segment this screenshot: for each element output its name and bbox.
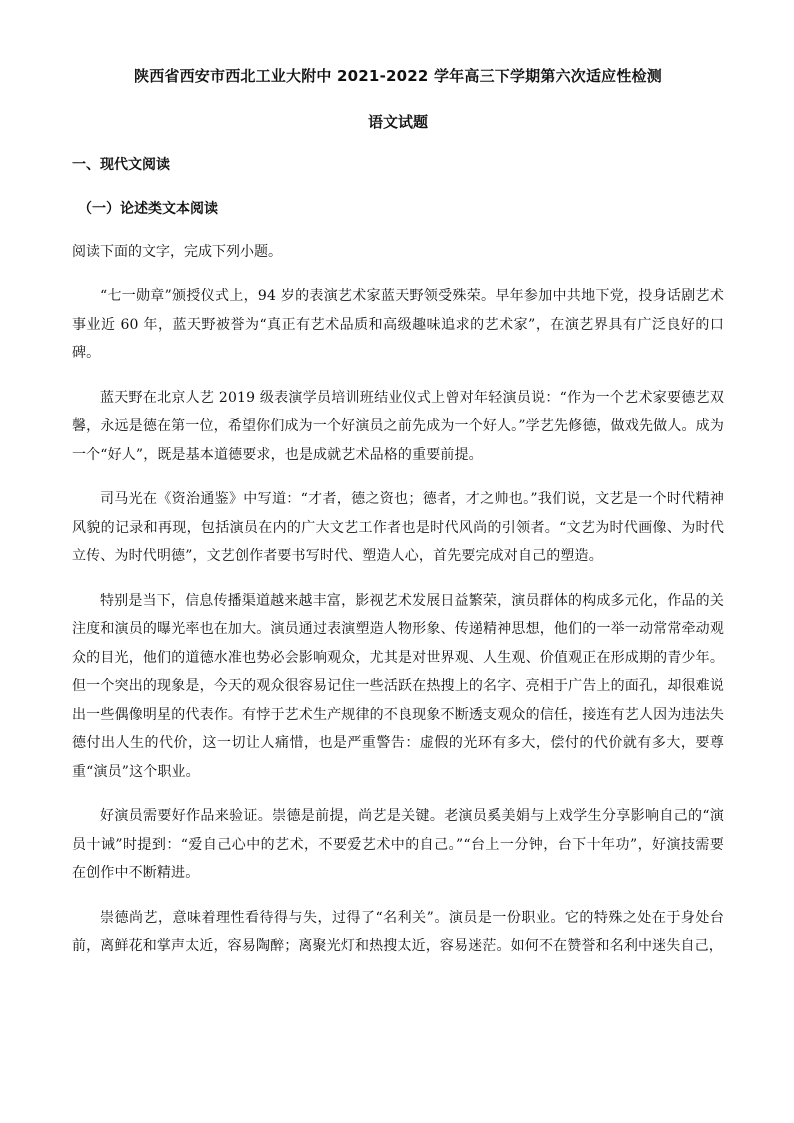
document-subtitle: 语文试题 — [367, 113, 428, 131]
paragraph: 崇德尚艺，意味着理性看待得与失，过得了“名利关”。演员是一份职业。它的特殊之处在于身处台前，离鲜花和掌声太近，容易陶醉；离聚光灯和热搜太近，容易迷茫。如何不在赞誉和名利中迷失自己， — [72, 909, 724, 954]
paragraph: 司马光在《资治通鉴》中写道：“才者，德之资也；德者，才之帅也。”我们说，文艺是一个时代精神风貌的记录和再现，包括演员在内的广大文艺工作者也是时代风尚的引领者。“文艺为时代画像、为时代立传、为时代明德”，文艺创作者要书写时代、塑造人心，首先要完成对自己的塑造。 — [72, 491, 724, 564]
paragraph: “七一勋章”颁授仪式上，94 岁的表演艺术家蓝天野领受殊荣。早年参加中共地下党，投身话剧艺术事业近 60 年，蓝天野被誉为“真正有艺术品质和高级趣味追求的艺术家”，在演艺界具有广泛良好的口碑。 — [72, 288, 724, 361]
paragraph: 好演员需要好作品来验证。崇德是前提，尚艺是关键。老演员奚美娟与上戏学生分享影响自己的“演员十诫”时提到：“爱自己心中的艺术，不要爱艺术中的自己。”“台上一分钟，台下十年功”，好演技需要在创作中不断精进。 — [72, 808, 724, 881]
document-title: 陕西省西安市西北工业大附中 2021-2022 学年高三下学期第六次适应性检测 — [134, 67, 662, 85]
reading-instruction: 阅读下面的文字，完成下列小题。 — [72, 244, 282, 260]
sub-heading: （一）论述类文本阅读 — [78, 201, 218, 217]
section-heading: 一、现代文阅读 — [72, 157, 170, 173]
paragraph: 特别是当下，信息传播渠道越来越丰富，影视艺术发展日益繁荣，演员群体的构成多元化，作品的关注度和演员的曝光率也在加大。演员通过表演塑造人物形象、传递精神思想，他们的一举一动常常牵动观众的目光，他们的道德水准也势必会影响观众，尤其是对世界观、人生观、价值观正在形成期的青少年。但一个突出的现象是，今天的观众很容易记住一些活跃在热搜上的名字、亮相于广告上的面孔，却很难说出一些偶像明星的代表作。有悖于艺术生产规律的不良现象不断透支观众的信任，接连有艺人因为违法失德付出人生的代价，这一切让人痛惜，也是严重警告：虚假的光环有多大，偿付的代价就有多大，要尊重“演员”这个职业。 — [72, 592, 724, 780]
document-page — [72, 62, 724, 961]
paragraph: 蓝天野在北京人艺 2019 级表演学员培训班结业仪式上曾对年轻演员说：“作为一个艺术家要德艺双馨，永远是德在第一位，希望你们成为一个好演员之前先成为一个好人。”学艺先修德，做戏先做人。成为一个“好人”，既是基本道德要求，也是成就艺术品格的重要前提。 — [72, 389, 724, 463]
